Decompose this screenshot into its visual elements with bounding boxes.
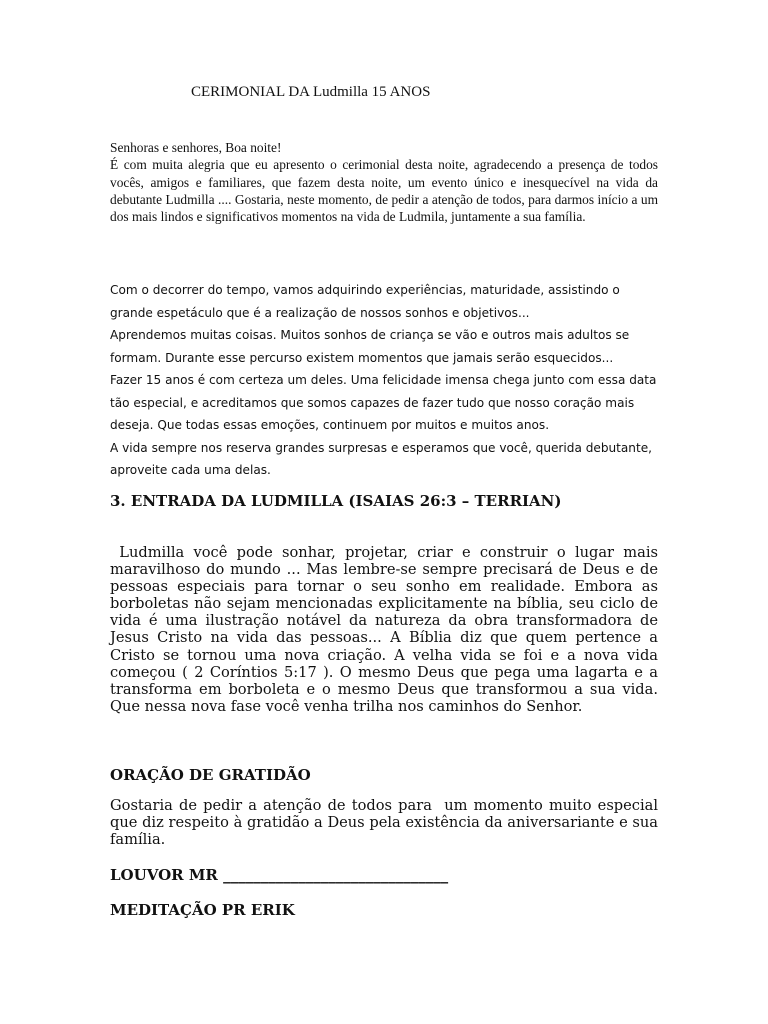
reflection-section — [110, 279, 658, 482]
oracao-paragraph: Gostaria de pedir a atenção de todos para um momento muito especial que diz respeito à gratidão a Deus pela existência da aniversariante e sua família. — [110, 797, 663, 849]
oracao-heading: ORAÇÃO DE GRATIDÃO — [110, 766, 311, 784]
oracao-section — [110, 797, 663, 849]
reflection-paragraph: A vida sempre nos reserva grandes surpresas e esperamos que você, querida debutante, aproveite cada uma delas. — [110, 440, 653, 477]
intro-paragraph: É com muita alegria que eu apresento o cerimonial desta noite, agradecendo a presença de todos vocês, amigos e familiares, que fazem desta noite, um evento único e inesquecível na vida da debutante Ludmilla .... Gostaria, neste momento, de pedir a atenção de todos, para darmos início a um dos mais lindos e significativos momentos na vida de Ludmila, juntamente a sua família. — [110, 157, 658, 225]
reflection-paragraph: Aprendemos muitas coisas. Muitos sonhos de criança se vão e outros mais adultos se formam. Durante esse percurso existem momentos que jamais serão esquecidos... — [110, 328, 630, 365]
greeting-paragraph: Senhoras e senhores, Boa noite! — [110, 140, 282, 155]
reflection-paragraph: Fazer 15 anos é com certeza um deles. Uma felicidade imensa chega junto com essa data tão especial, e acreditamos que somos capazes de fazer tudo que nosso coração mais deseja. Que todas essas emoções, continuem por muitos e muitos anos. — [110, 373, 657, 432]
louvor-heading: LOUVOR MR ______________________________ — [110, 866, 449, 884]
document-title: CERIMONIAL DA Ludmilla 15 ANOS — [191, 84, 431, 100]
meditacao-heading: MEDITAÇÃO PR ERIK — [110, 901, 295, 919]
intro-section — [110, 139, 658, 225]
entrada-heading: 3. ENTRADA DA LUDMILLA (ISAIAS 26:3 – TERRIAN) — [110, 492, 562, 510]
entrada-paragraph: Ludmilla você pode sonhar, projetar, criar e construir o lugar mais maravilhoso do mundo ... Mas lembre-se sempre precisará de Deus e de pessoas especiais para tornar o seu sonho em realidade. Embora as borboletas não sejam mencionadas explicitamente na bíblia, seu ciclo de vida é uma ilustração notável da natureza da obra transformadora de Jesus Cristo na vida das pessoas... A Bíblia diz que quem pertence a Cristo se tornou uma nova criação. A velha vida se foi e a nova vida começou ( 2 Coríntios 5:17 ). O mesmo Deus que pega uma lagarta e a transforma em borboleta e o mesmo Deus que transformou a sua vida. Que nessa nova fase você venha trilha nos caminhos do Senhor. — [110, 544, 663, 715]
reflection-paragraph: Com o decorrer do tempo, vamos adquirindo experiências, maturidade, assistindo o grande espetáculo que é a realização de nossos sonhos e objetivos... — [110, 283, 620, 320]
entrada-section — [110, 544, 663, 715]
